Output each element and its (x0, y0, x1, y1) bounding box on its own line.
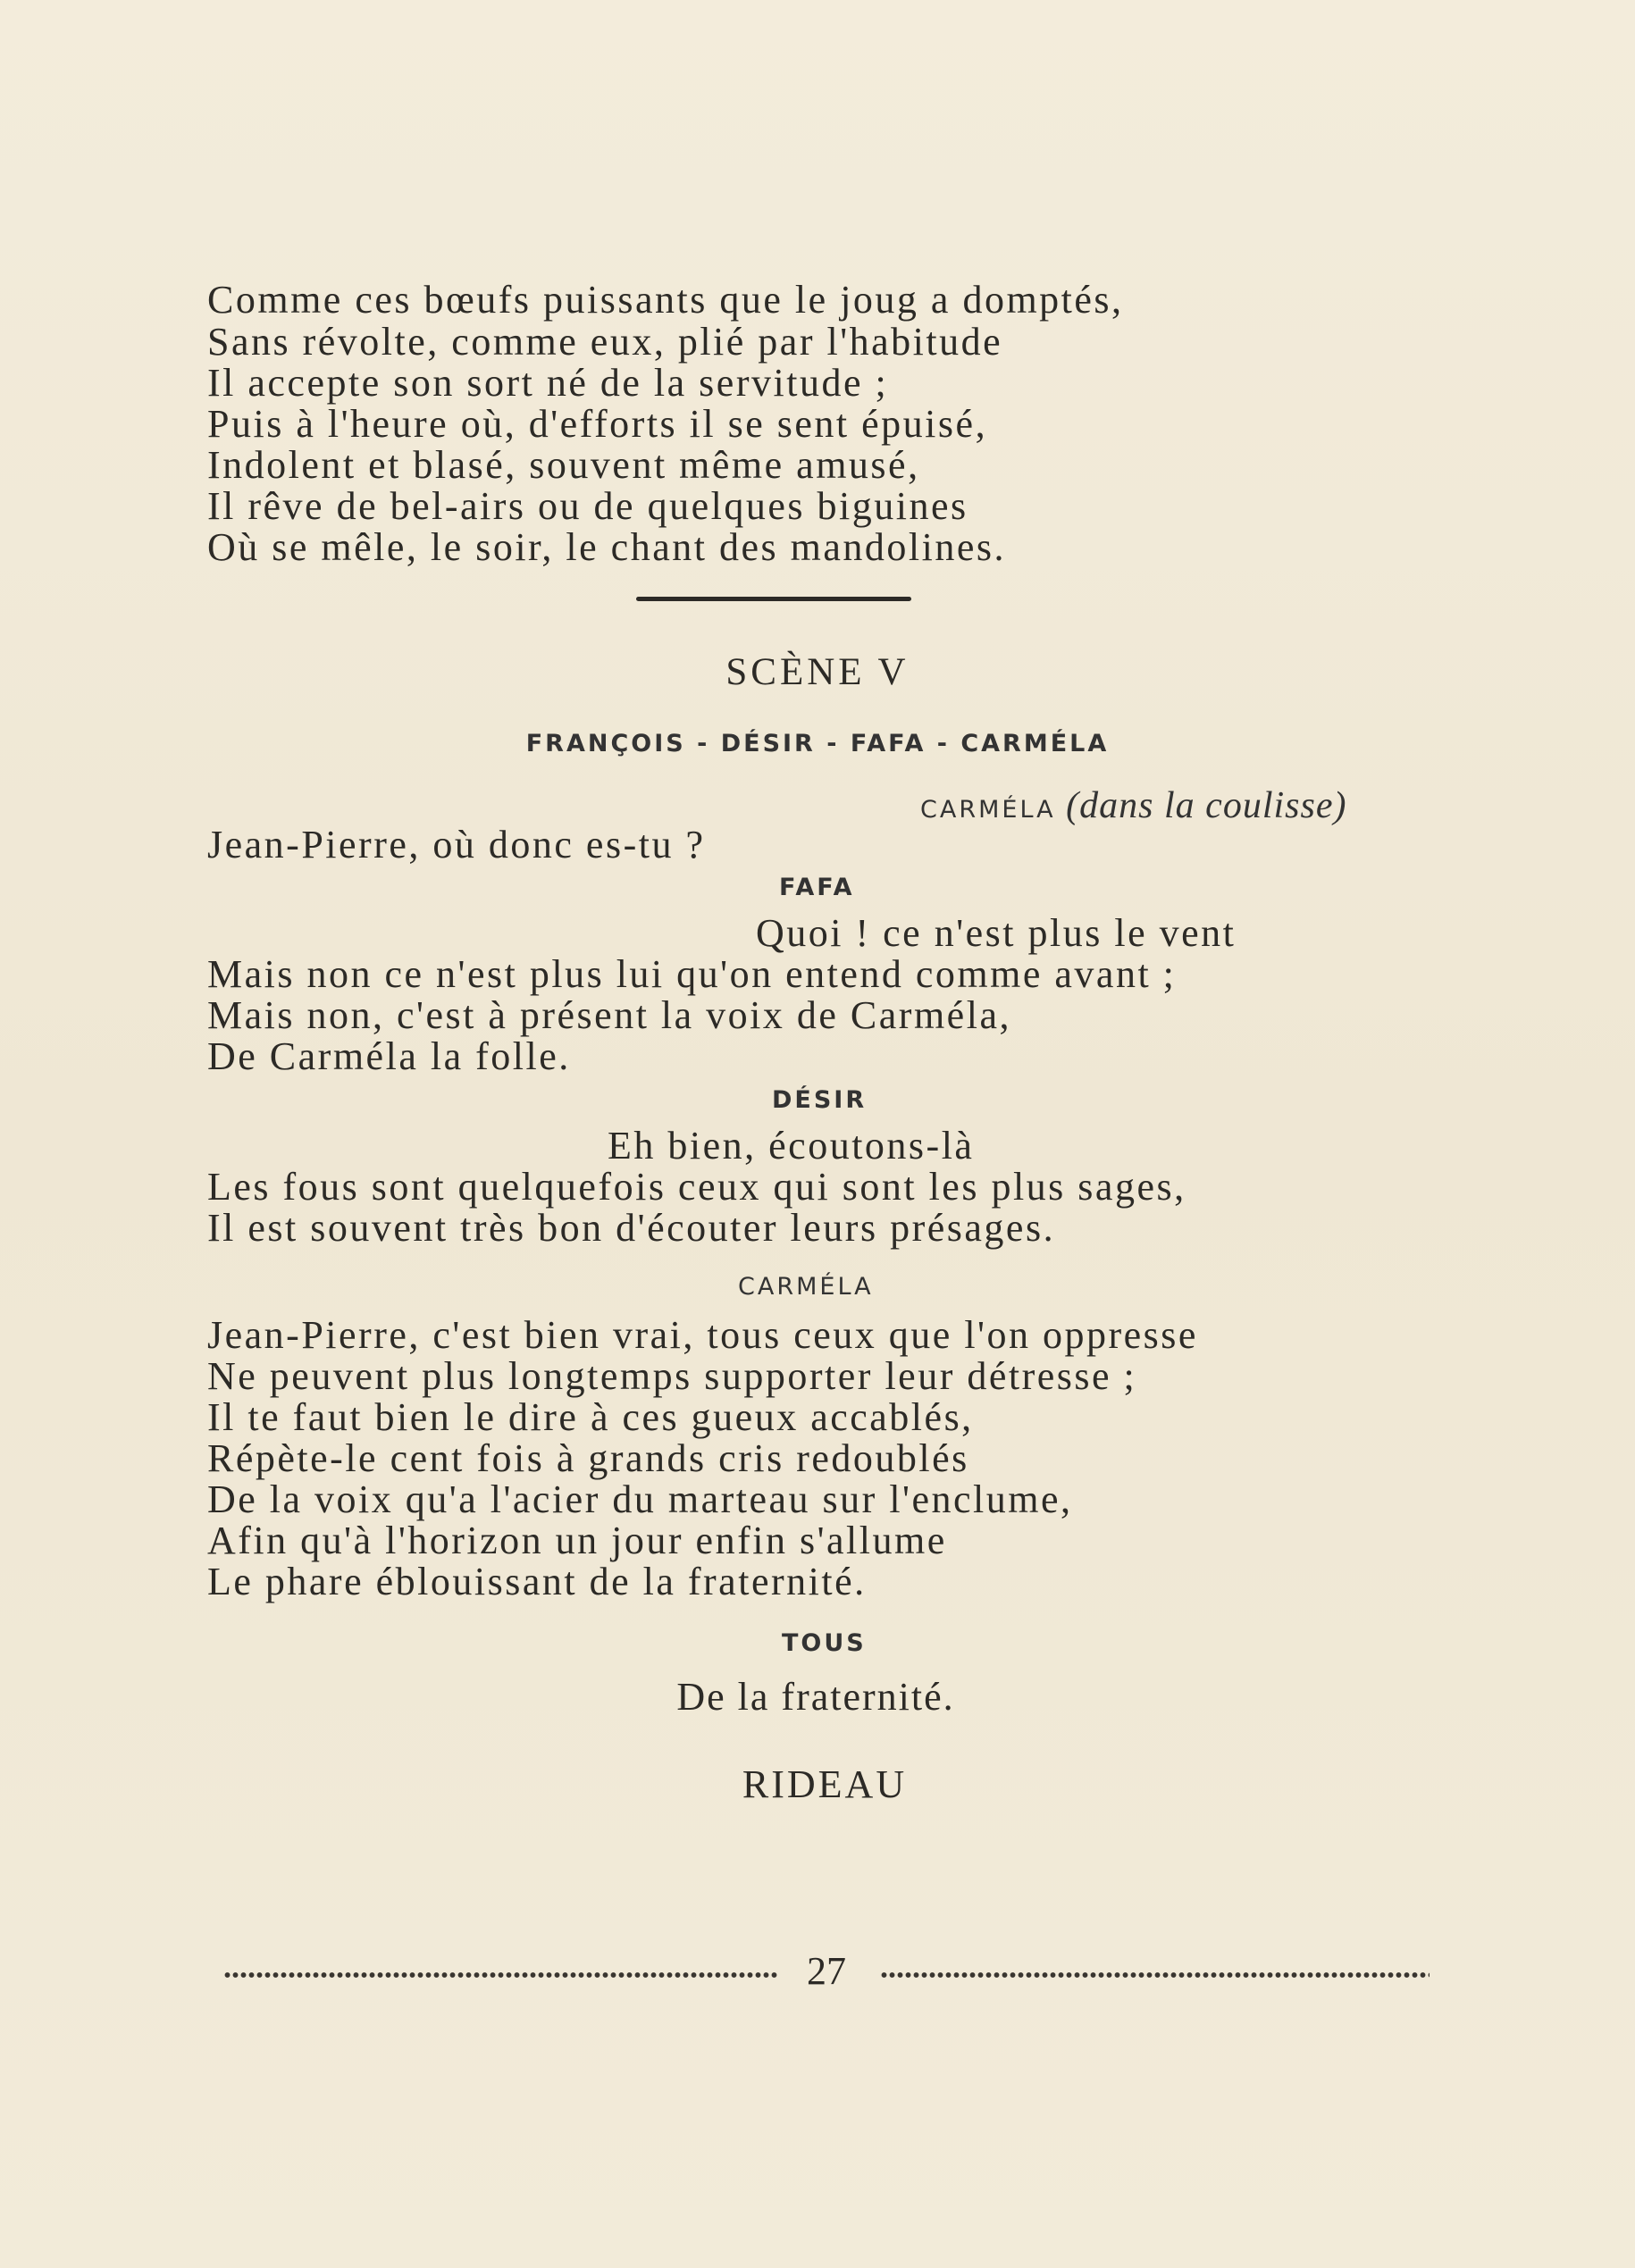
verse-line: Répète-le cent fois à grands cris redoublés (207, 1436, 969, 1480)
page-footer (223, 1949, 1430, 1996)
verse-line: Jean-Pierre, c'est bien vrai, tous ceux que l'on oppresse (207, 1313, 1198, 1357)
verse-line: Les fous sont quelquefois ceux qui sont les plus sages, (207, 1165, 1186, 1209)
verse-line: Afin qu'à l'horizon un jour enfin s'allume (207, 1519, 947, 1562)
curtain-text: RIDEAU (742, 1762, 908, 1806)
speaker-name: CARMÉLA (920, 796, 1056, 824)
verse-line: De la voix qu'a l'acier du marteau sur l'enclume, (207, 1477, 1073, 1521)
verse-line: Indolent et blasé, souvent même amusé, (207, 443, 920, 487)
scene-title: SCÈNE V (725, 651, 910, 693)
verse-line: Jean-Pierre, où donc es-tu ? (207, 823, 706, 866)
verse-line: De Carméla la folle. (207, 1034, 571, 1078)
verse-line: Il rêve de bel-airs ou de quelques biguines (207, 484, 968, 528)
verse-line: Où se mêle, le soir, le chant des mandolines. (207, 525, 1006, 569)
speaker-tous: TOUS (782, 1629, 867, 1657)
verse-line: Il accepte son sort né de la servitude ; (207, 361, 889, 405)
verse-line: Eh bien, écoutons-là (608, 1124, 975, 1167)
verse-line: Quoi ! ce n'est plus le vent (756, 911, 1237, 955)
verse-line: Il est souvent très bon d'écouter leurs présages. (207, 1206, 1056, 1250)
speaker-desir: DÉSIR (772, 1086, 868, 1114)
page-number: 27 (807, 1949, 846, 1993)
speaker-carmela (920, 787, 1346, 824)
verse-line: Le phare éblouissant de la fraternité. (207, 1560, 867, 1603)
verse-line: Comme ces bœufs puissants que le joug a domptés, (207, 278, 1124, 322)
verse-line: Mais non ce n'est plus lui qu'on entend comme avant ; (207, 952, 1177, 996)
scene-characters: FRANÇOIS - DÉSIR - FAFA - CARMÉLA (525, 730, 1110, 757)
verse-line: De la fraternité. (676, 1675, 955, 1719)
footer-ornament-right (880, 1971, 1430, 1979)
stage-direction: (dans la coulisse) (1066, 785, 1347, 826)
verse-line: Sans révolte, comme eux, plié par l'habitude (207, 320, 1003, 364)
section-divider (636, 597, 911, 601)
verse-line: Mais non, c'est à présent la voix de Carméla, (207, 993, 1011, 1037)
verse-line: Puis à l'heure où, d'efforts il se sent épuisé, (207, 402, 988, 446)
verse-line: Il te faut bien le dire à ces gueux accablés, (207, 1395, 974, 1439)
verse-line: Ne peuvent plus longtemps supporter leur détresse ; (207, 1354, 1137, 1398)
speaker-fafa: FAFA (779, 874, 855, 901)
speaker-carmela-2: CARMÉLA (738, 1273, 874, 1301)
